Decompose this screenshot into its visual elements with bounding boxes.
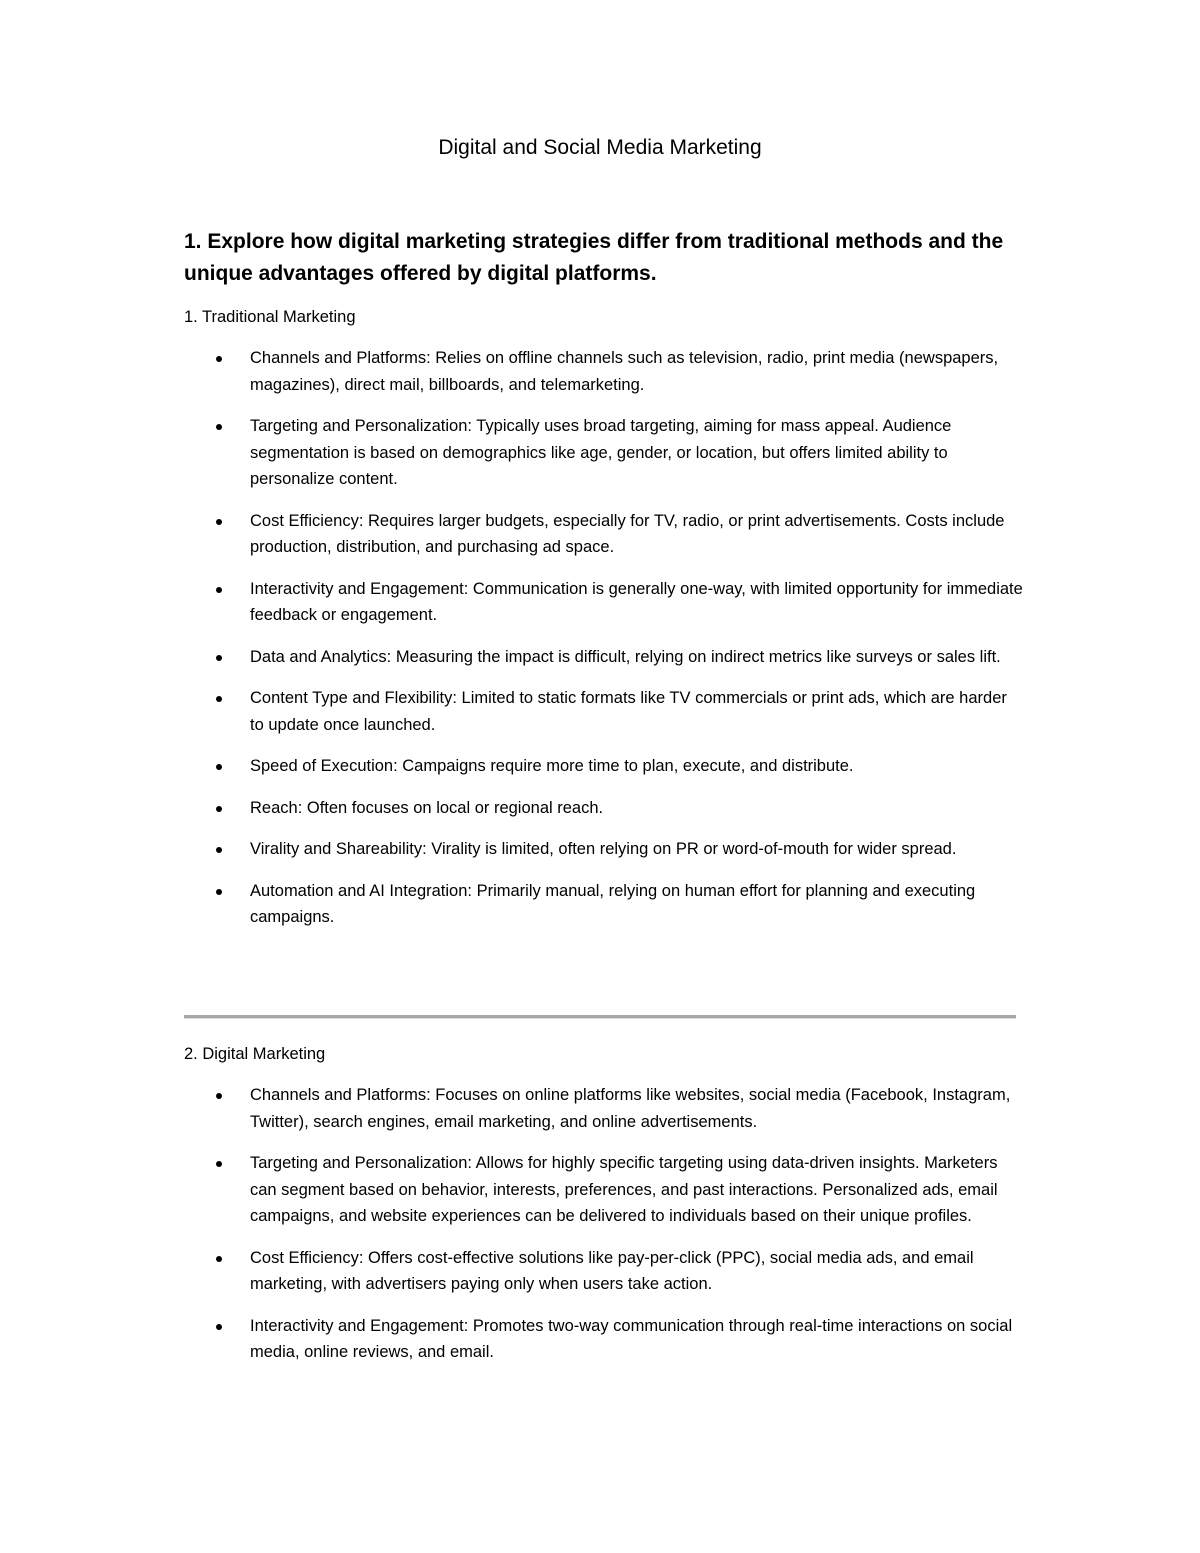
list-item-text: Data and Analytics: Measuring the impact is difficult, relying on indirect metrics like surveys or sales lift. xyxy=(250,647,1001,666)
bullet-icon xyxy=(216,806,222,812)
list-item-text: Interactivity and Engagement: Communication is generally one-way, with limited opportunity for immediate feedback or engagement. xyxy=(250,579,1023,624)
section-heading-traditional: 1. Traditional Marketing xyxy=(184,308,356,326)
list-item-text: Virality and Shareability: Virality is limited, often relying on PR or word-of-mouth for wider spread. xyxy=(250,840,957,858)
bullet-icon xyxy=(216,1324,222,1330)
bullet-icon xyxy=(216,587,222,593)
digital-bullet-list xyxy=(184,1082,1024,1381)
list-item xyxy=(184,878,1024,931)
bullet-icon xyxy=(216,655,222,661)
list-item-text: Targeting and Personalization: Typically uses broad targeting, aiming for mass appeal. Audience segmentation is based on demographics like age, gender, or location, but offers limited ability to personalize content. xyxy=(250,417,952,488)
list-item xyxy=(184,345,1024,398)
list-item xyxy=(184,576,1024,629)
list-item-text: Targeting and Personalization: Allows for highly specific targeting using data-driven insights. Marketers can segment based on behavior, interests, preferences, and past interactions. Personalized ads, email campaigns, and website experiences can be delivered to individuals based on their unique profiles. xyxy=(250,1154,998,1225)
traditional-bullet-list xyxy=(184,345,1024,946)
bullet-icon xyxy=(216,847,222,853)
bullet-icon xyxy=(216,1161,222,1167)
bullet-icon xyxy=(216,889,222,895)
section-divider xyxy=(184,1015,1016,1019)
list-item-text: Channels and Platforms: Focuses on online platforms like websites, social media (Facebook, Instagram, Twitter), search engines, email marketing, and online advertisements. xyxy=(250,1086,1011,1131)
question-heading: 1. Explore how digital marketing strategies differ from traditional methods and the unique advantages offered by digital platforms. xyxy=(184,230,1004,285)
list-item-text: Channels and Platforms: Relies on offline channels such as television, radio, print media (newspapers, magazines), direct mail, billboards, and telemarketing. xyxy=(250,349,999,394)
list-item-text: Reach: Often focuses on local or regional reach. xyxy=(250,798,604,817)
list-item xyxy=(184,508,1024,561)
list-item xyxy=(184,413,1024,493)
list-item-text: Content Type and Flexibility: Limited to static formats like TV commercials or print ads, which are harder to update once launched. xyxy=(250,689,1007,734)
list-item-text: Automation and AI Integration: Primarily manual, relying on human effort for planning and executing campaigns. xyxy=(250,881,976,926)
list-item-text: Cost Efficiency: Requires larger budgets, especially for TV, radio, or print advertisements. Costs include production, distribution, and purchasing ad space. xyxy=(250,511,1005,556)
list-item-text: Speed of Execution: Campaigns require more time to plan, execute, and distribute. xyxy=(250,757,854,775)
section-heading-digital: 2. Digital Marketing xyxy=(184,1045,326,1063)
list-item xyxy=(184,1082,1024,1135)
document-title: Digital and Social Media Marketing xyxy=(438,136,762,159)
bullet-icon xyxy=(216,764,222,770)
bullet-icon xyxy=(216,696,222,702)
list-item xyxy=(184,753,1024,780)
bullet-icon xyxy=(216,519,222,525)
list-item xyxy=(184,1245,1024,1298)
list-item xyxy=(184,1150,1024,1230)
list-item-text: Interactivity and Engagement: Promotes two-way communication through real-time interactions on social media, online reviews, and email. xyxy=(250,1316,1013,1361)
bullet-icon xyxy=(216,1093,222,1099)
list-item xyxy=(184,795,1024,822)
bullet-icon xyxy=(216,424,222,430)
list-item-text: Cost Efficiency: Offers cost-effective solutions like pay-per-click (PPC), social media ads, and email marketing, with advertisers paying only when users take action. xyxy=(250,1248,974,1293)
list-item xyxy=(184,1313,1024,1366)
list-item xyxy=(184,685,1024,738)
list-item xyxy=(184,644,1024,671)
bullet-icon xyxy=(216,356,222,362)
list-item xyxy=(184,836,1024,863)
bullet-icon xyxy=(216,1256,222,1262)
